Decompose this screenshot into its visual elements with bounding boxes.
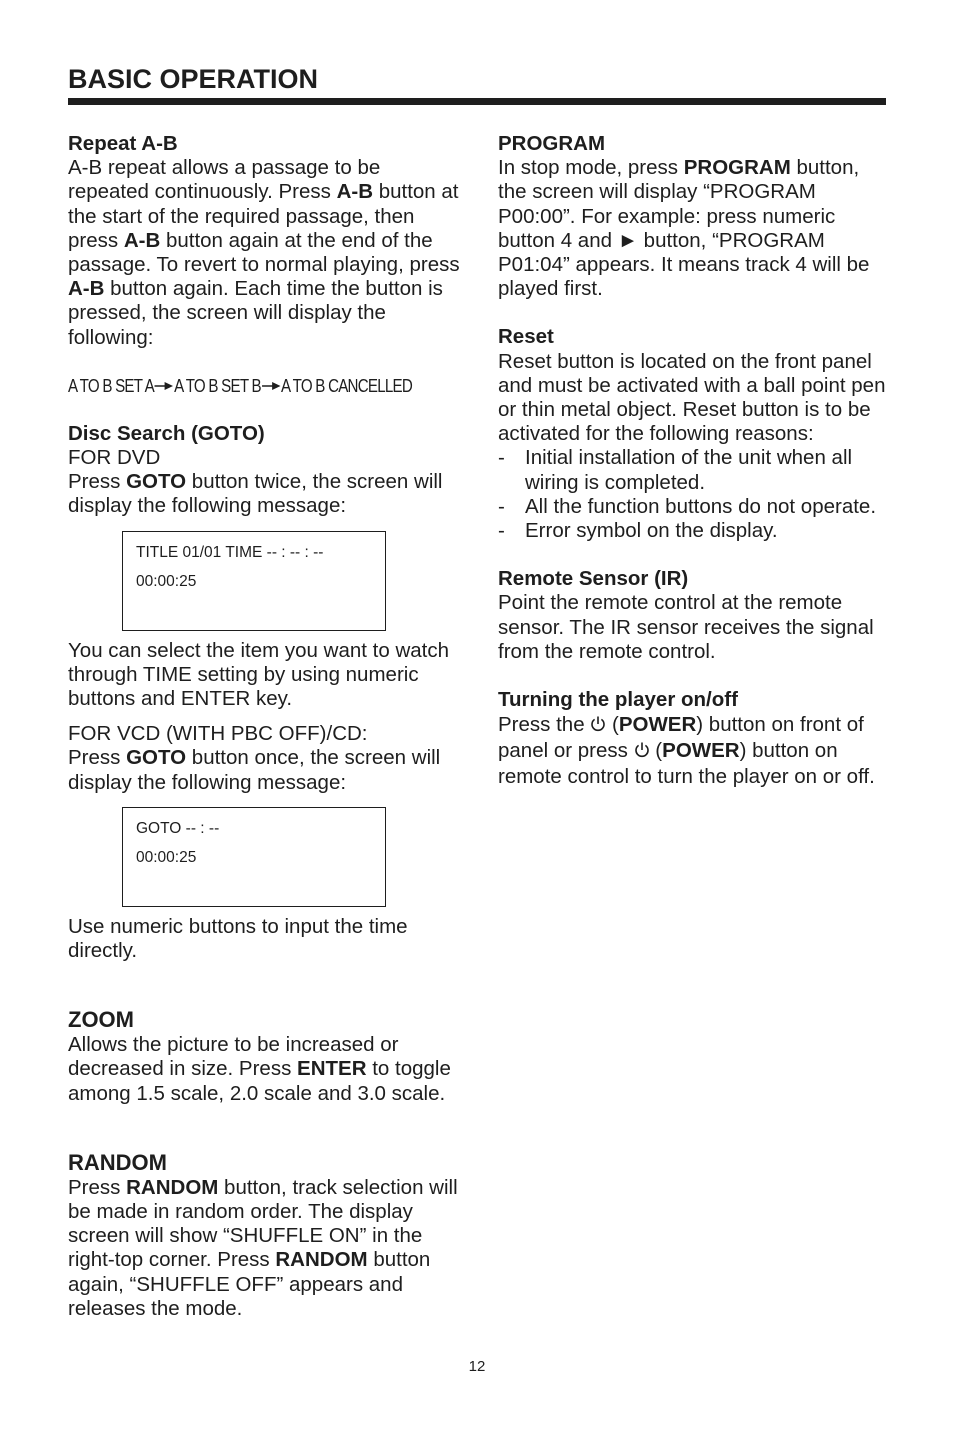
page-number: 12	[468, 1358, 486, 1375]
program-heading: PROGRAM	[498, 132, 606, 155]
repeat-ab-text: A-B repeat allows a passage to be repeated continuously. Press A-B button at the start of the required passage, then press A-B button again at the end of the passage. To revert to normal playing, press A-B button again. Each time the button is pressed, the screen will display the following:	[68, 156, 460, 349]
title-rule	[68, 98, 886, 105]
power-icon	[590, 714, 606, 732]
zoom-text: Allows the picture to be increased or decreased in size. Press ENTER to toggle among 1.5 scale, 2.0 scale and 3.0 scale.	[68, 1033, 451, 1105]
dvd-after-text: You can select the item you want to watch through TIME setting by using numeric buttons and ENTER key.	[68, 638, 449, 711]
list-item: - All the function buttons do not operate.	[498, 494, 877, 518]
random-heading: RANDOM	[68, 1149, 167, 1175]
disc-search-heading: Disc Search (GOTO)	[68, 421, 265, 445]
arrow-right-icon	[155, 374, 173, 398]
reset-text: Reset button is located on the front panel and must be activated with a ball point pen or thin metal object. Reset button is to be activated for the following reasons:	[498, 349, 886, 446]
random-text: Press RANDOM button, track selection will be made in random order. The display screen will show “SHUFFLE ON” in the right-top corner. Press RANDOM button again, “SHUFFLE OFF” appears and releases the mode.	[68, 1175, 458, 1320]
sequence-step: A TO B CANCELLED	[280, 375, 413, 396]
right-column	[498, 132, 893, 790]
remote-sensor-text: Point the remote control at the remote sensor. The IR sensor receives the signal from the remote control.	[498, 591, 874, 663]
reset-heading: Reset	[498, 325, 554, 349]
left-column	[68, 132, 463, 1321]
zoom-heading: ZOOM	[68, 1007, 134, 1033]
remote-sensor-heading: Remote Sensor (IR)	[498, 567, 689, 591]
vcd-after-text: Use numeric buttons to input the time directly.	[68, 914, 408, 963]
dvd-box-line-2: 00:00:25	[136, 572, 197, 590]
sequence-step: A TO B SET B	[174, 375, 261, 396]
dvd-screen-message-box	[122, 531, 386, 631]
repeat-ab-sequence	[68, 374, 413, 398]
list-item: - Initial installation of the unit when all wiring is completed.	[498, 446, 853, 494]
page-title: BASIC OPERATION	[68, 64, 319, 94]
power-heading: Turning the player on/off	[498, 688, 738, 712]
power-text: Press the (POWER) button on front of panel or press (POWER) button on remote control to turn the player on or off.	[498, 713, 875, 789]
dvd-box-line-1: TITLE 01/01 TIME -- : -- : --	[136, 543, 324, 561]
arrow-right-icon	[262, 374, 280, 398]
program-text: In stop mode, press PROGRAM button, the screen will display “PROGRAM P00:00”. For example: press numeric button 4 and ► button, “PROGRAM P01:04” appears. It means track 4 will be played first.	[498, 156, 870, 301]
dvd-instructions: Press GOTO button twice, the screen will display the following message:	[68, 470, 443, 518]
repeat-ab-heading: Repeat A-B	[68, 132, 178, 155]
play-icon: ►	[617, 228, 638, 252]
dvd-label: FOR DVD	[68, 446, 161, 470]
vcd-screen-message-box	[122, 807, 386, 907]
vcd-label: FOR VCD (WITH PBC OFF)/CD:	[68, 722, 368, 746]
vcd-box-line-2: 00:00:25	[136, 848, 197, 866]
list-item: - Error symbol on the display.	[498, 519, 778, 543]
power-icon	[634, 740, 650, 758]
reset-reasons-list	[498, 446, 893, 543]
sequence-step: A TO B SET A	[68, 375, 154, 396]
vcd-box-line-1: GOTO -- : --	[136, 819, 220, 837]
vcd-instructions: Press GOTO button once, the screen will display the following message:	[68, 746, 441, 794]
